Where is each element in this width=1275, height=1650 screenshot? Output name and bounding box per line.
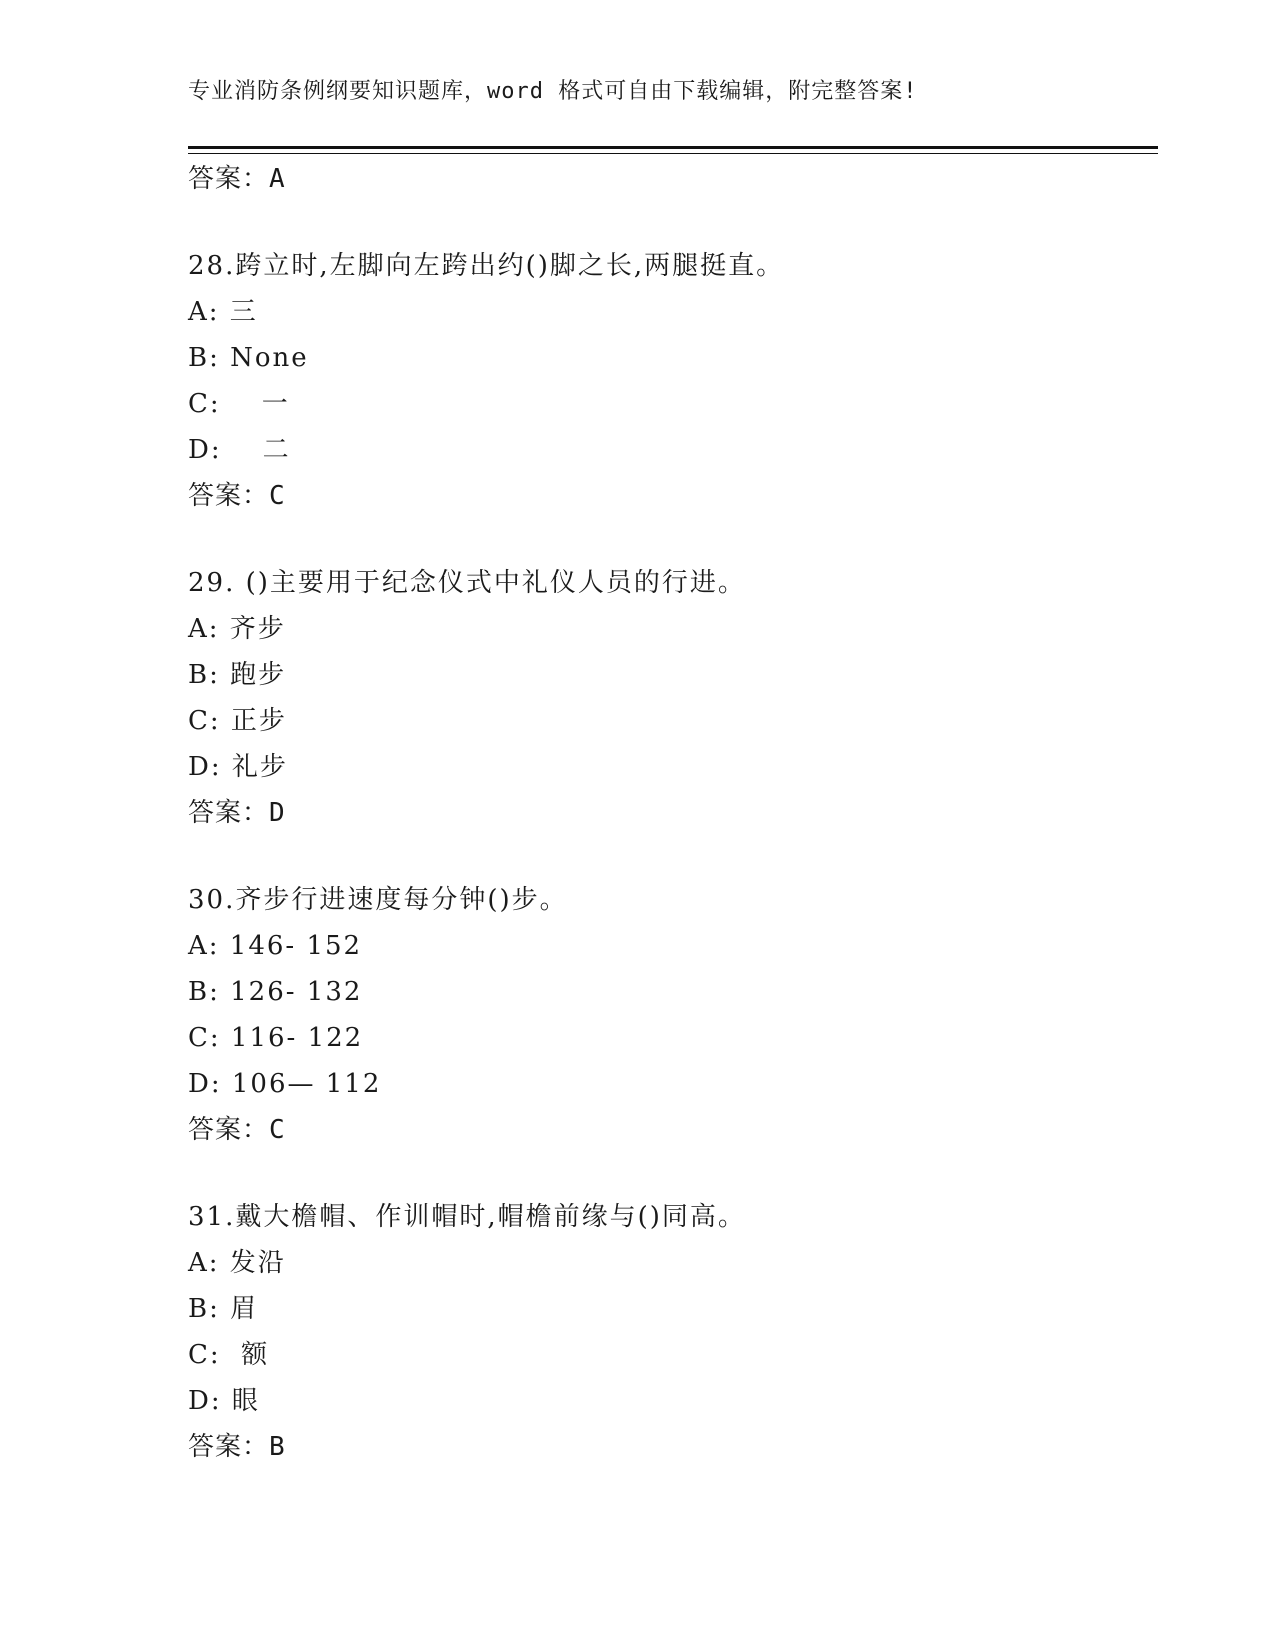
- header-rule-thick: [188, 146, 1158, 149]
- question-text: 29. ()主要用于纪念仪式中礼仪人员的行进。: [188, 568, 746, 598]
- option-b: B: None: [188, 343, 309, 373]
- option-d: D: 106— 112: [188, 1069, 382, 1099]
- answer-line: 答案：C: [188, 1115, 286, 1145]
- answer-line: 答案：B: [188, 1432, 286, 1462]
- answer-line: 答案：A: [188, 164, 286, 194]
- option-b: B: 跑步: [188, 660, 287, 690]
- question-text: 31.戴大檐帽、作训帽时,帽檐前缘与()同高。: [188, 1202, 746, 1232]
- option-c: C: 116- 122: [188, 1023, 364, 1053]
- option-d: D: 二: [188, 435, 291, 465]
- option-a: A: 发沿: [188, 1248, 286, 1278]
- spacer: [188, 519, 1148, 560]
- option-a: A: 146- 152: [188, 931, 363, 961]
- option-b: B: 眉: [188, 1294, 259, 1324]
- question-block-30: [188, 877, 1148, 1153]
- content: [188, 156, 1148, 1470]
- question-block-28: [188, 243, 1148, 519]
- page-header: 专业消防条例纲要知识题库，word 格式可自由下载编辑，附完整答案!: [188, 79, 918, 104]
- spacer: [188, 1153, 1148, 1194]
- question-block-29: [188, 560, 1148, 836]
- option-d: D: 礼步: [188, 752, 288, 782]
- question-text: 30.齐步行进速度每分钟()步。: [188, 885, 568, 915]
- option-c: C: 正步: [188, 706, 287, 736]
- option-c: C: 额: [188, 1340, 270, 1370]
- spacer: [188, 836, 1148, 877]
- option-d: D: 眼: [188, 1386, 260, 1416]
- question-block-31: [188, 1194, 1148, 1470]
- option-a: A: 三: [188, 297, 258, 327]
- option-c: C: 一: [188, 389, 290, 419]
- question-text: 28.跨立时,左脚向左跨出约()脚之长,两腿挺直。: [188, 251, 785, 281]
- answer-line: 答案：D: [188, 798, 286, 828]
- option-a: A: 齐步: [188, 614, 286, 644]
- header-rule-thin: [188, 153, 1158, 154]
- option-b: B: 126- 132: [188, 977, 363, 1007]
- answer-line: 答案：C: [188, 481, 286, 511]
- spacer: [188, 202, 1148, 243]
